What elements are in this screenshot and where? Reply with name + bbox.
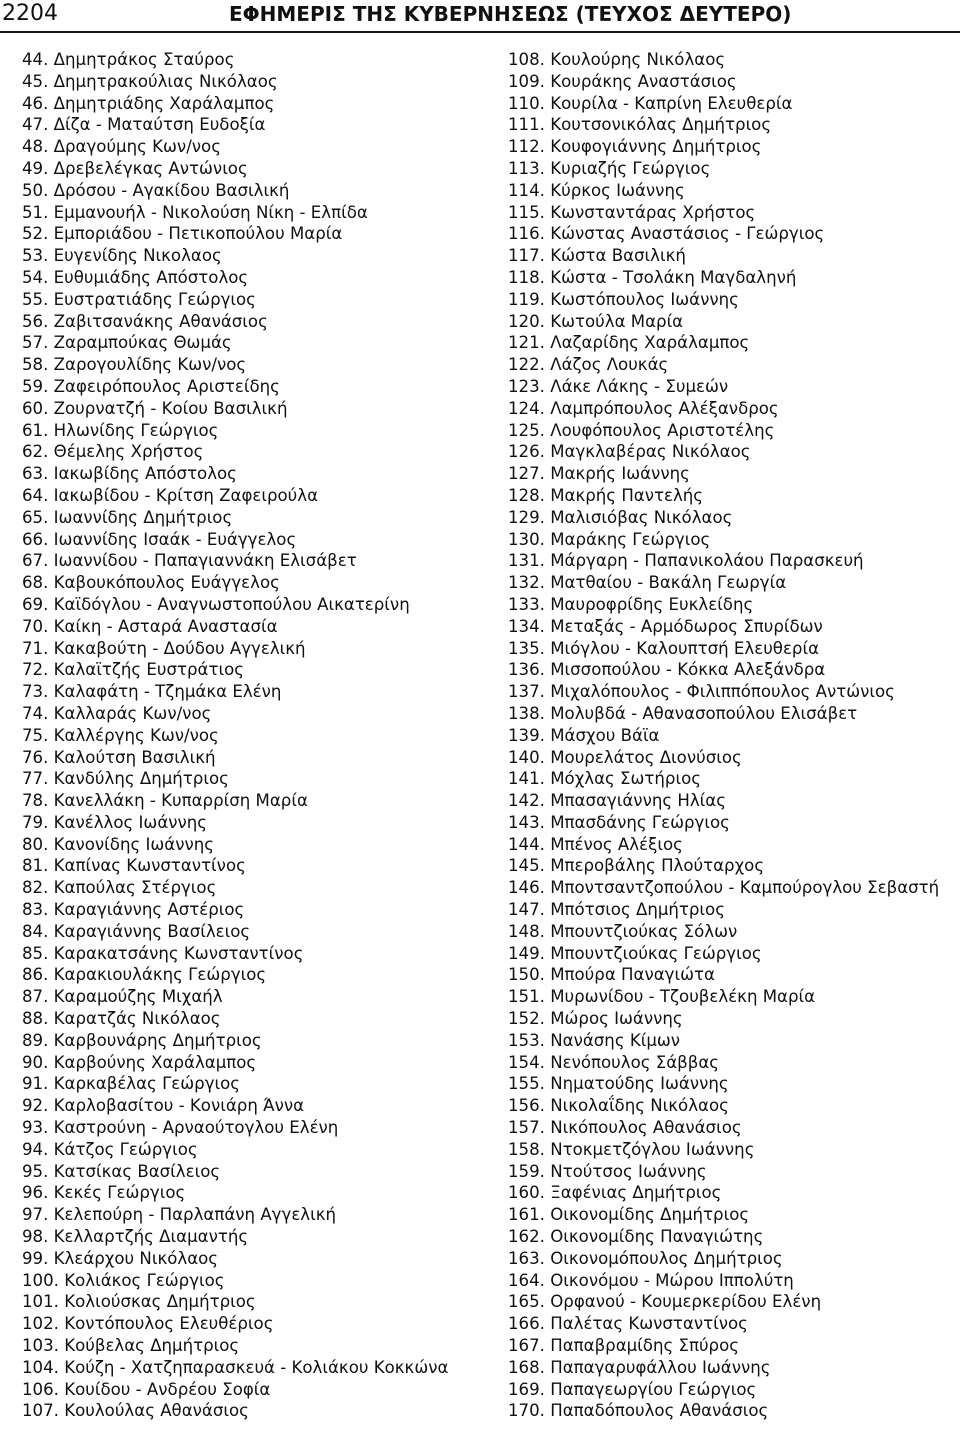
list-item: 141. Μόχλας Σωτήριος <box>508 769 701 789</box>
list-item: 51. Εμμανουήλ - Νικολούση Νίκη - Ελπίδα <box>22 202 368 222</box>
list-item: 151. Μυρωνίδου - Τζουβελέκη Μαρία <box>508 987 816 1007</box>
list-item: 152. Μώρος Ιωάννης <box>508 1009 683 1029</box>
list-item: 131. Μάργαρη - Παπανικολάου Παρασκευή <box>508 551 864 571</box>
list-item: 153. Νανάσης Κίμων <box>508 1030 681 1050</box>
list-item: 140. Μουρελάτος Διονύσιος <box>508 747 742 767</box>
list-item: 170. Παπαδόπουλος Αθανάσιος <box>508 1401 769 1421</box>
list-item: 108. Κουλούρης Νικόλαος <box>508 50 726 69</box>
list-item: 78. Κανελλάκη - Κυπαρρίση Μαρία <box>22 791 308 811</box>
list-item: 58. Ζαρογουλίδης Κων/νος <box>22 355 247 375</box>
list-item: 48. Δραγούμης Κων/νος <box>22 137 221 157</box>
list-item: 158. Ντοκμετζόγλου Ιωάννης <box>508 1139 755 1159</box>
list-item: 111. Κουτσονικόλας Δημήτριος <box>508 115 772 135</box>
list-item: 167. Παπαβραμίδης Σπύρος <box>508 1336 739 1356</box>
list-item: 81. Καπίνας Κωνσταντίνος <box>22 856 246 876</box>
list-item: 113. Κυριαζής Γεώργιος <box>508 158 711 178</box>
list-item: 76. Καλούτση Βασιλική <box>22 747 216 767</box>
list-item: 156. Νικολαΐδης Νικόλαος <box>508 1096 729 1116</box>
list-item: 102. Κοντόπουλος Ελευθέριος <box>22 1314 274 1334</box>
list-item: 155. Νηματούδης Ιωάννης <box>508 1074 729 1094</box>
list-item: 63. Ιακωβίδης Απόστολος <box>22 464 237 484</box>
list-item: 144. Μπένος Αλέξιος <box>508 834 683 854</box>
list-item: 83. Καραγιάννης Αστέριος <box>22 900 245 920</box>
list-item: 88. Καρατζάς Νικόλαος <box>22 1009 221 1029</box>
list-item: 135. Μιόγλου - Καλουπτσή Ελευθερία <box>508 638 820 658</box>
list-item: 146. Μποντσαντζοπούλου - Καμπούρογλου Σεβαστή <box>508 878 940 898</box>
page-number: 2204 <box>2 1 58 26</box>
list-item: 87. Καραμούζης Μιχαήλ <box>22 987 223 1007</box>
list-item: 150. Μπούρα Παναγιώτα <box>508 965 715 985</box>
list-item: 162. Οικονομίδης Παναγιώτης <box>508 1227 764 1247</box>
list-item: 159. Ντούτσος Ιωάννης <box>508 1161 707 1181</box>
list-item: 98. Κελλαρτζής Διαμαντής <box>22 1227 249 1247</box>
list-item: 112. Κουφογιάννης Δημήτριος <box>508 137 762 157</box>
list-item: 164. Οικονόμου - Μώρου Ιππολύτη <box>508 1270 794 1290</box>
list-item: 96. Κεκές Γεώργιος <box>22 1183 186 1203</box>
list-item: 103. Κούβελας Δημήτριος <box>22 1336 240 1356</box>
list-item: 97. Κελεπούρη - Παρλαπάνη Αγγελική <box>22 1205 337 1225</box>
page-header <box>0 0 960 30</box>
list-item: 55. Ευστρατιάδης Γεώργιος <box>22 289 256 309</box>
list-item: 49. Δρεβελέγκας Αντώνιος <box>22 158 248 178</box>
list-item: 91. Καρκαβέλας Γεώργιος <box>22 1074 241 1094</box>
list-item: 94. Κάτζος Γεώργιος <box>22 1139 198 1159</box>
list-item: 147. Μπότσιος Δημήτριος <box>508 900 725 920</box>
list-item: 137. Μιχαλόπουλος - Φιλιππόπουλος Αντώνιος <box>508 682 895 702</box>
list-item: 114. Κύρκος Ιωάννης <box>508 180 685 200</box>
list-item: 134. Μεταξάς - Αρμόδωρος Σπυρίδων <box>508 616 823 636</box>
list-item: 45. Δημητρακούλιας Νικόλαος <box>22 71 278 91</box>
list-item: 161. Οικονομίδης Δημήτριος <box>508 1205 750 1225</box>
list-item: 59. Ζαφειρόπουλος Αριστείδης <box>22 376 280 396</box>
list-item: 89. Καρβουνάρης Δημήτριος <box>22 1030 262 1050</box>
list-item: 168. Παπαγαρυφάλλου Ιωάννης <box>508 1357 771 1377</box>
list-item: 118. Κώστα - Τσολάκη Μαγδαληνή <box>508 267 797 287</box>
list-item: 163. Οικονομόπουλος Δημήτριος <box>508 1248 783 1268</box>
list-item: 99. Κλεάρχου Νικόλαος <box>22 1248 219 1268</box>
list-item: 70. Καίκη - Ασταρά Αναστασία <box>22 616 278 636</box>
list-item: 136. Μισσοπούλου - Κόκκα Αλεξάνδρα <box>508 660 826 680</box>
list-item: 93. Καστρούνη - Αρναούτογλου Ελένη <box>22 1118 339 1138</box>
list-item: 84. Καραγιάννης Βασίλειος <box>22 921 251 941</box>
journal-title: ΕΦΗΜΕΡΙΣ ΤΗΣ ΚΥΒΕΡΝΗΣΕΩΣ (ΤΕΥΧΟΣ ΔΕΥΤΕΡΟ) <box>229 2 792 26</box>
list-item: 47. Δίζα - Ματαύτση Ευδοξία <box>22 115 266 135</box>
list-item: 148. Μπουντζιούκας Σόλων <box>508 921 738 941</box>
list-item: 157. Νικόπουλος Αθανάσιος <box>508 1118 742 1138</box>
list-item: 120. Κωτούλα Μαρία <box>508 311 684 331</box>
list-item: 133. Μαυροφρίδης Ευκλείδης <box>508 594 754 614</box>
list-item: 169. Παπαγεωργίου Γεώργιος <box>508 1379 757 1399</box>
list-item: 116. Κώνστας Αναστάσιος - Γεώργιος <box>508 224 825 244</box>
list-item: 74. Καλλαράς Κων/νος <box>22 703 212 723</box>
list-item: 124. Λαμπρόπουλος Αλέξανδρος <box>508 398 779 418</box>
list-item: 129. Μαλισιόβας Νικόλαος <box>508 507 733 527</box>
list-item: 73. Καλαφάτη - Τζημάκα Ελένη <box>22 682 282 702</box>
list-item: 50. Δρόσου - Αγακίδου Βασιλική <box>22 180 290 200</box>
list-item: 44. Δημητράκος Σταύρος <box>22 50 235 69</box>
list-item: 115. Κωνσταντάρας Χρήστος <box>508 202 756 222</box>
list-item: 60. Ζουρνατζή - Κοίου Βασιλική <box>22 398 288 418</box>
list-item: 119. Κωστόπουλος Ιωάννης <box>508 289 739 309</box>
list-item: 128. Μακρής Παντελής <box>508 485 704 505</box>
list-item: 79. Κανέλλος Ιωάννης <box>22 812 208 832</box>
list-item: 68. Καβουκόπουλος Ευάγγελος <box>22 573 280 593</box>
list-item: 123. Λάκε Λάκης - Συμεών <box>508 376 729 396</box>
list-item: 62. Θέμελης Χρήστος <box>22 442 204 462</box>
list-item: 106. Κουίδου - Ανδρέου Σοφία <box>22 1379 271 1399</box>
list-item: 57. Ζαραμπούκας Θωμάς <box>22 333 232 353</box>
list-item: 86. Καρακιουλάκης Γεώργιος <box>22 965 267 985</box>
list-item: 143. Μπασδάνης Γεώργιος <box>508 812 730 832</box>
list-item: 122. Λάζος Λουκάς <box>508 355 669 375</box>
list-item: 145. Μπεροβάλης Πλούταρχος <box>508 856 765 876</box>
list-item: 90. Καρβούνης Χαράλαμπος <box>22 1052 257 1072</box>
list-item: 100. Κολιάκος Γεώργιος <box>22 1270 225 1290</box>
list-item: 80. Κανονίδης Ιωάννης <box>22 834 214 854</box>
list-item: 132. Ματθαίου - Βακάλη Γεωργία <box>508 573 787 593</box>
list-item: 121. Λαζαρίδης Χαράλαμπος <box>508 333 750 353</box>
list-item: 64. Ιακωβίδου - Κρίτση Ζαφειρούλα <box>22 485 319 505</box>
list-item: 71. Κακαβούτη - Δούδου Αγγελική <box>22 638 306 658</box>
list-item: 130. Μαράκης Γεώργιος <box>508 529 711 549</box>
list-item: 95. Κατσίκας Βασίλειος <box>22 1161 221 1181</box>
list-item: 107. Κουλούλας Αθανάσιος <box>22 1401 249 1421</box>
list-item: 72. Καλαϊτζής Ευστράτιος <box>22 660 244 680</box>
right-name-list <box>508 49 960 1422</box>
list-item: 117. Κώστα Βασιλική <box>508 246 686 266</box>
list-item: 85. Καρακατσάνης Κωνσταντίνος <box>22 943 304 963</box>
list-item: 66. Ιωαννίδης Ισαάκ - Ευάγγελος <box>22 529 297 549</box>
list-item: 54. Ευθυμιάδης Απόστολος <box>22 267 249 287</box>
list-item: 125. Λουφόπουλος Αριστοτέλης <box>508 420 775 440</box>
list-item: 165. Ορφανού - Κουμερκερίδου Ελένη <box>508 1292 822 1312</box>
list-item: 110. Κουρίλα - Καπρίνη Ελευθερία <box>508 93 793 113</box>
list-item: 149. Μπουντζιούκας Γεώργιος <box>508 943 762 963</box>
list-item: 138. Μολυβδά - Αθανασοπούλου Ελισάβετ <box>508 703 858 723</box>
list-item: 160. Ξαφένιας Δημήτριος <box>508 1183 722 1203</box>
list-item: 104. Κούζη - Χατζηπαρασκευά - Κολιάκου Κοκκώνα <box>22 1357 449 1377</box>
list-item: 56. Ζαβιτσανάκης Αθανάσιος <box>22 311 268 331</box>
list-item: 126. Μαγκλαβέρας Νικόλαος <box>508 442 751 462</box>
header-divider <box>0 31 960 33</box>
list-item: 154. Νενόπουλος Σάββας <box>508 1052 720 1072</box>
list-item: 69. Καϊδόγλου - Αναγνωστοπούλου Αικατερίνη <box>22 594 410 614</box>
list-item: 82. Καπούλας Στέργιος <box>22 878 217 898</box>
list-item: 75. Καλλέργης Κων/νος <box>22 725 219 745</box>
list-item: 67. Ιωαννίδου - Παπαγιαννάκη Ελισάβετ <box>22 551 357 571</box>
list-item: 65. Ιωαννίδης Δημήτριος <box>22 507 233 527</box>
list-item: 139. Μάσχου Βάϊα <box>508 725 660 745</box>
list-item: 127. Μακρής Ιωάννης <box>508 464 690 484</box>
left-name-list <box>22 49 474 1422</box>
list-item: 166. Παλέτας Κωνσταντίνος <box>508 1314 748 1334</box>
list-item: 52. Εμποριάδου - Πετικοπούλου Μαρία <box>22 224 343 244</box>
list-item: 53. Ευγενίδης Νικολαος <box>22 246 222 266</box>
list-item: 142. Μπασαγιάννης Ηλίας <box>508 791 726 811</box>
list-item: 109. Κουράκης Αναστάσιος <box>508 71 737 91</box>
list-item: 46. Δημητριάδης Χαράλαμπος <box>22 93 275 113</box>
list-item: 77. Κανδύλης Δημήτριος <box>22 769 229 789</box>
list-item: 101. Κολιούσκας Δημήτριος <box>22 1292 256 1312</box>
list-item: 92. Καρλοβασίτου - Κονιάρη Άννα <box>22 1096 305 1116</box>
list-item: 61. Ηλωνίδης Γεώργιος <box>22 420 219 440</box>
